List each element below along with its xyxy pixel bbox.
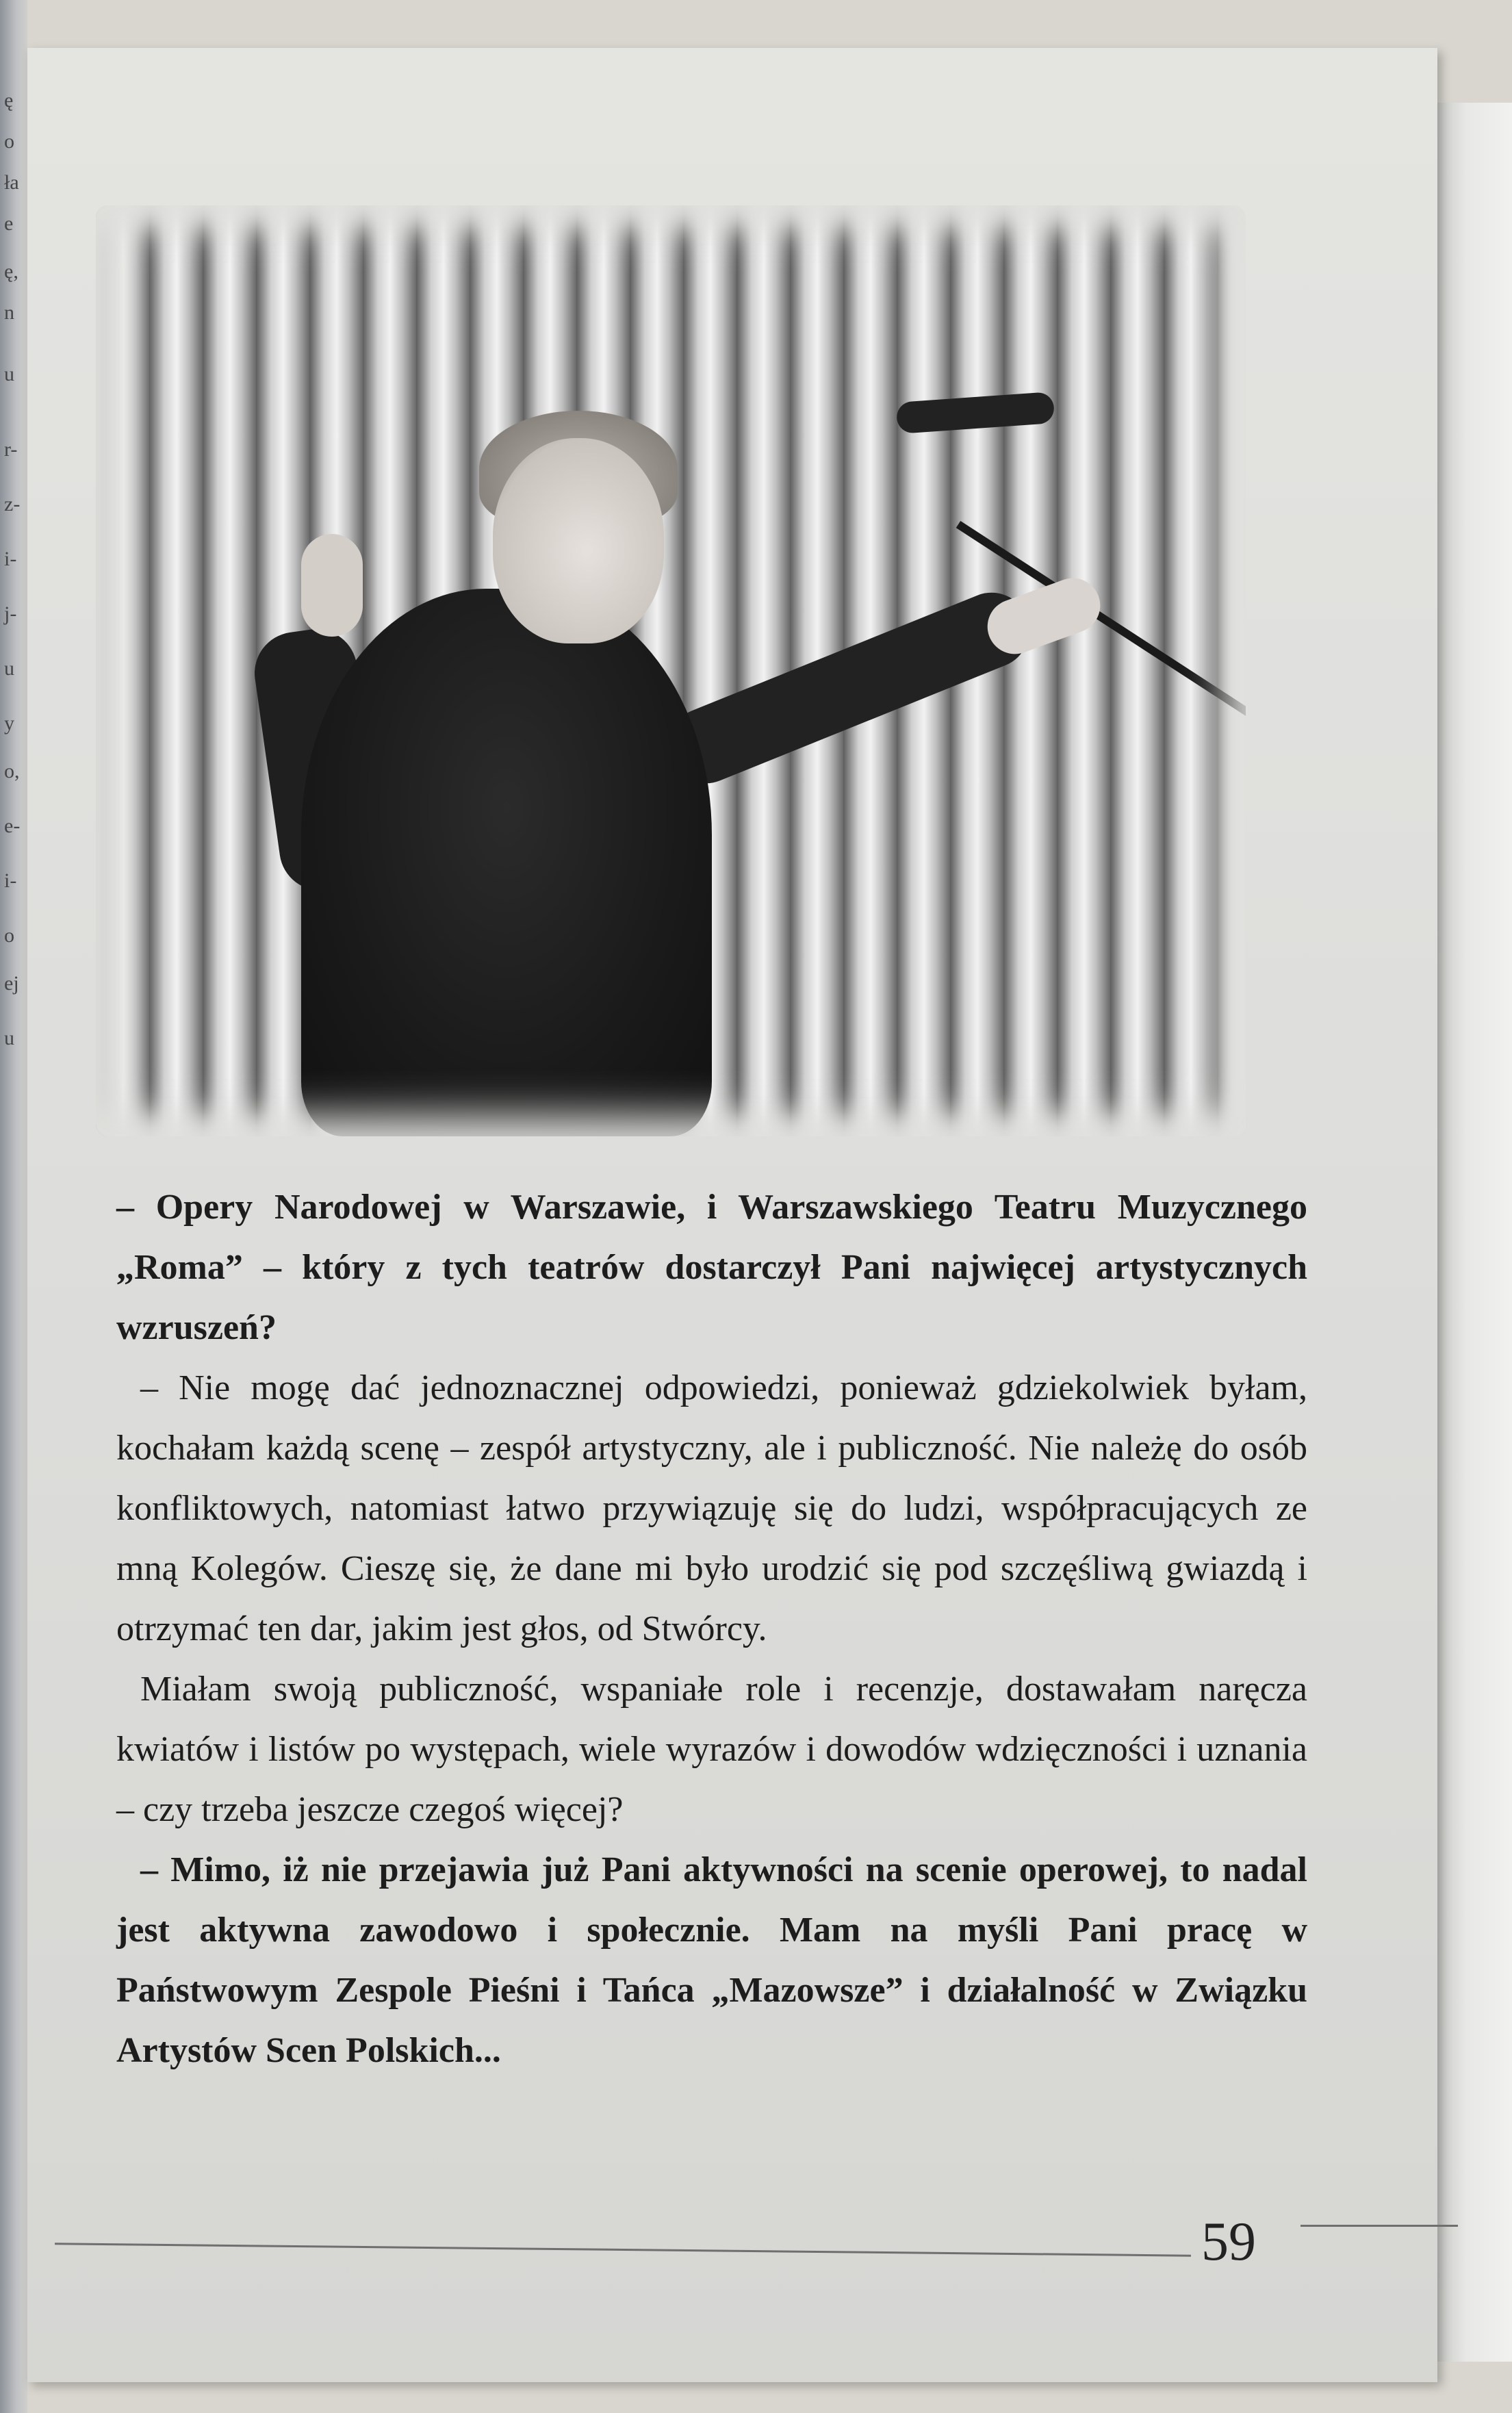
margin-fragment: r- xyxy=(4,438,18,461)
margin-fragment: i- xyxy=(4,548,17,570)
page-number: 59 xyxy=(1201,2212,1256,2272)
footer-rule-right xyxy=(1300,2225,1458,2227)
margin-fragment: n xyxy=(4,301,14,324)
interview-answer: – Nie mogę dać jednoznacznej odpowiedzi, ponieważ gdziekolwiek byłam, kochałam każdą scenę – zespół artystyczny, ale i publiczność. Nie należę do osób konfliktowych, natomiast łatwo przywiązuję się do ludzi, współpracujących ze mną Kolegów. Cieszę się, że dane mi było urodzić się pod szczęśliwą gwiazdą i otrzymać ten dar, jakim jest głos, od Stwórcy. xyxy=(116,1368,1307,1648)
margin-fragment: y xyxy=(4,712,14,735)
margin-fragment: o xyxy=(4,924,14,947)
interview-question: – Opery Narodowej w Warszawie, i Warszawskiego Teatru Muzycznego „Roma” – który z tych teatrów dostarczył Pani najwięcej artystycznych wzruszeń? xyxy=(116,1188,1307,1347)
margin-fragment: o xyxy=(4,130,14,153)
margin-fragment: ła xyxy=(4,171,19,194)
margin-fragment: i- xyxy=(4,869,17,892)
singer-on-stage-photo xyxy=(96,205,1246,1136)
margin-fragment: u xyxy=(4,657,14,680)
book-page xyxy=(27,48,1437,2382)
margin-fragment: e xyxy=(4,212,14,235)
margin-fragment: u xyxy=(4,363,14,385)
margin-fragment: ę xyxy=(4,89,14,112)
margin-fragment: u xyxy=(4,1027,14,1049)
margin-fragment: o, xyxy=(4,760,20,782)
interview-answer: Miałam swoją publiczność, wspaniałe role i recenzje, dostawałam naręcza kwiatów i listów po występach, wiele wyrazów i dowodów wdzięczności i uznania – czy trzeba jeszcze czegoś więcej? xyxy=(116,1670,1307,1829)
interview-text xyxy=(116,1177,1307,2081)
photo-vignette xyxy=(96,205,1246,1136)
margin-fragment: ej xyxy=(4,972,19,995)
margin-fragment: j- xyxy=(4,602,17,625)
previous-page-edge xyxy=(0,0,27,2413)
interview-question: – Mimo, iż nie przejawia już Pani aktywności na scenie operowej, to nadal jest aktywna zawodowo i społecznie. Mam na myśli Pani pracę w Państwowym Zespole Pieśni i Tańca „Mazowsze” i działalność w Związku Artystów Scen Polskich... xyxy=(116,1850,1307,2070)
margin-fragment: e- xyxy=(4,815,21,837)
page-stack-edge xyxy=(1437,103,1512,2362)
margin-fragment: ę, xyxy=(4,260,18,283)
footer-rule-left xyxy=(55,2243,1191,2256)
margin-fragment: z- xyxy=(4,493,21,515)
